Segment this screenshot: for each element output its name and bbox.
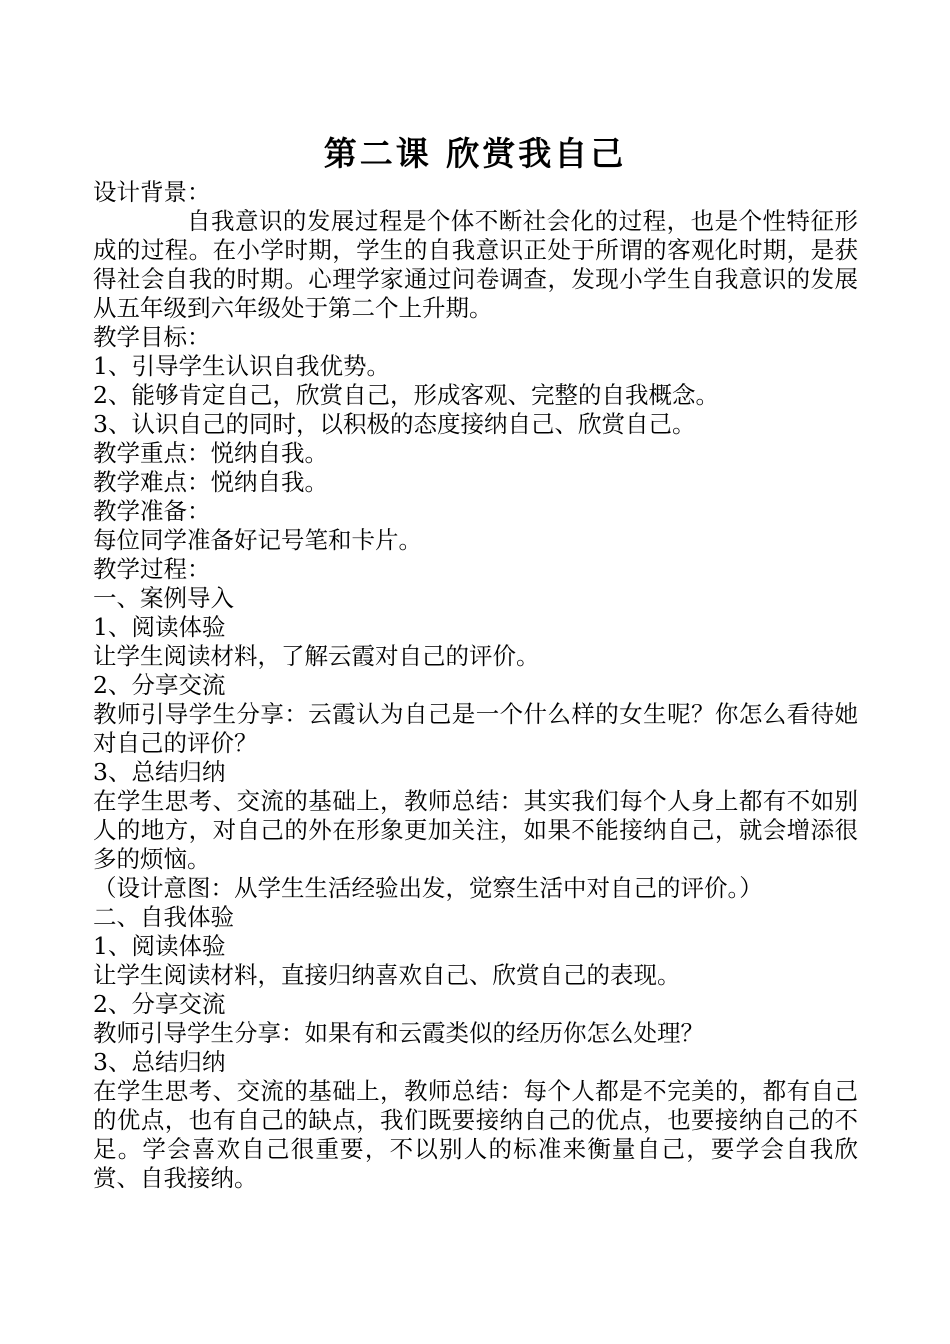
paragraph: 自我意识的发展过程是个体不断社会化的过程，也是个性特征形成的过程。在小学时期，学生的自我意识正处于所谓的客观化时期，是获得社会自我的时期。心理学家通过问卷调查，发现小学生自我意识的发展从五年级到六年级处于第二个上升期。 xyxy=(93,207,858,322)
paragraph: 教师引导学生分享：云霞认为自己是一个什么样的女生呢？你怎么看待她对自己的评价？ xyxy=(93,700,858,757)
paragraph: 在学生思考、交流的基础上，教师总结：每个人都是不完美的，都有自己的优点，也有自己的缺点，我们既要接纳自己的优点，也要接纳自己的不足。学会喜欢自己很重要，不以别人的标准来衡量自己，要学会自我欣赏、自我接纳。 xyxy=(93,1077,858,1192)
text-line: 教学难点：悦纳自我。 xyxy=(93,468,328,496)
text-line: 1、阅读体验 xyxy=(93,932,226,960)
text-line: 2、分享交流 xyxy=(93,990,226,1018)
text-line: 3、认识自己的同时，以积极的态度接纳自己、欣赏自己。 xyxy=(93,410,696,438)
text-line: 2、分享交流 xyxy=(93,671,226,699)
text-line: 二、自我体验 xyxy=(93,903,234,931)
text-line: 教学目标： xyxy=(93,323,211,351)
text-line: 教学准备： xyxy=(93,497,211,525)
document-title: 第二课 欣赏我自己 xyxy=(323,134,627,173)
text-line: 设计背景： xyxy=(93,178,211,206)
text-line: 1、引导学生认识自我优势。 xyxy=(93,352,390,380)
text-line: 教师引导学生分享：如果有和云霞类似的经历你怎么处理？ xyxy=(93,1019,704,1047)
text-line: 3、总结归纳 xyxy=(93,758,226,786)
text-line: （设计意图：从学生生活经验出发，觉察生活中对自己的评价。） xyxy=(93,874,763,902)
paragraph: 在学生思考、交流的基础上，教师总结：其实我们每个人身上都有不如别人的地方，对自己的外在形象更加关注，如果不能接纳自己，就会增添很多的烦恼。 xyxy=(93,787,858,873)
text-line: 3、总结归纳 xyxy=(93,1048,226,1076)
text-line: 2、能够肯定自己，欣赏自己，形成客观、完整的自我概念。 xyxy=(93,381,719,409)
text-line: 教学重点：悦纳自我。 xyxy=(93,439,328,467)
text-line: 1、阅读体验 xyxy=(93,613,226,641)
document-body xyxy=(93,178,858,1193)
text-line: 一、案例导入 xyxy=(93,584,234,612)
text-line: 每位同学准备好记号笔和卡片。 xyxy=(93,526,422,554)
text-line: 让学生阅读材料，了解云霞对自己的评价。 xyxy=(93,642,540,670)
text-line: 让学生阅读材料，直接归纳喜欢自己、欣赏自己的表现。 xyxy=(93,961,681,989)
text-line: 教学过程： xyxy=(93,555,211,583)
